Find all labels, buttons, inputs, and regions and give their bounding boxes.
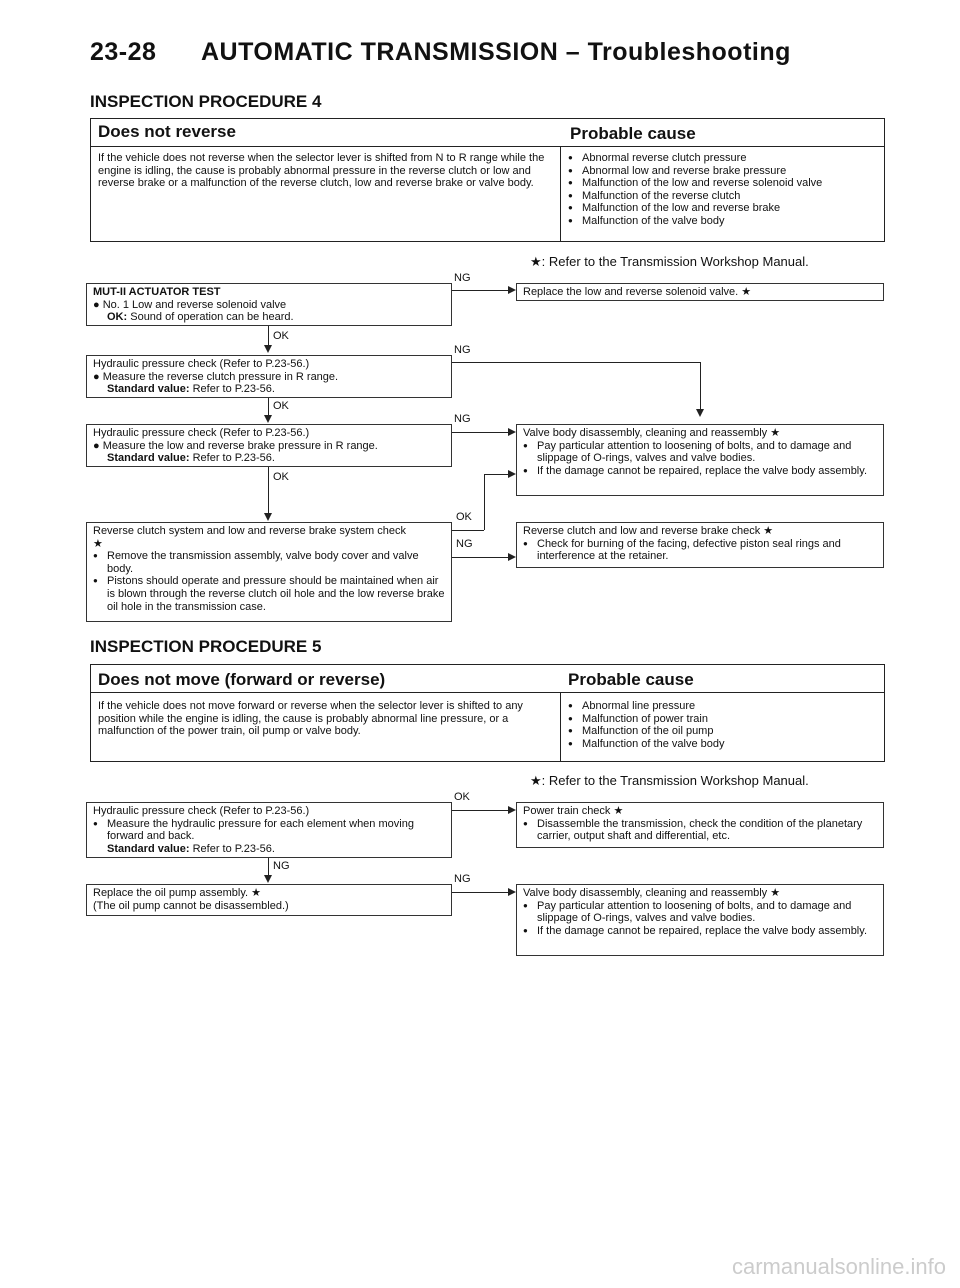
connector [484, 474, 485, 530]
cause-item: ● Abnormal reverse clutch pressure [568, 152, 878, 165]
result-title: Valve body disassembly, cleaning and reassembly ★ [523, 887, 781, 899]
connector [452, 362, 700, 363]
cause-item: ● Malfunction of the low and reverse solenoid valve [568, 177, 878, 190]
result-item: ● Pay particular attention to loosening of bolts, and to damage and slippage of O-rings, valves and valve bodies. [523, 900, 877, 925]
step-title: Reverse clutch system and low and reverse brake system check [93, 525, 407, 537]
symptom-text: If the vehicle does not move forward or reverse when the selector lever is shifted to any position while the engine is idling, the cause is probably abnormal line pressure, or a malfunction of the power train, oil pump or valve body. [98, 700, 523, 738]
arrow-down-icon [264, 875, 272, 883]
connector [452, 290, 508, 291]
result-title: Power train check ★ [523, 805, 624, 817]
cause-item: ● Malfunction of power train [568, 713, 878, 726]
star-icon: ★ [93, 537, 103, 550]
connector [452, 432, 508, 433]
symptom-title: Does not move (forward or reverse) [98, 670, 386, 689]
ok-label: OK [273, 330, 289, 342]
connector [484, 474, 508, 475]
ng-label: NG [454, 272, 471, 284]
ok-label: OK [273, 471, 289, 483]
flow-step-system-check [86, 522, 452, 622]
result-title: Valve body disassembly, cleaning and reassembly ★ [523, 427, 781, 439]
step-item: ● Remove the transmission assembly, valve body cover and valve body. [93, 550, 445, 575]
step-title: Hydraulic pressure check (Refer to P.23-56.) [93, 427, 310, 439]
flow-result-valve-body [516, 884, 884, 956]
flow-step-hydraulic-pressure [86, 802, 452, 858]
standard-value-label: Standard value: [107, 383, 190, 396]
arrow-down-icon [264, 415, 272, 423]
cause-item: ● Malfunction of the oil pump [568, 725, 878, 738]
cause-item: ● Malfunction of the reverse clutch [568, 190, 878, 203]
cause-title: Probable cause [570, 124, 696, 143]
table-divider [90, 146, 885, 147]
connector [452, 557, 508, 558]
cause-list [568, 152, 878, 228]
step-item: ● Measure the hydraulic pressure for each element when moving forward and back. [93, 818, 445, 843]
result-item: ● Disassemble the transmission, check the condition of the planetary carrier, output shaft and differential, etc. [523, 818, 877, 843]
step-title: Hydraulic pressure check (Refer to P.23-56.) [93, 805, 310, 817]
arrow-right-icon [508, 888, 516, 896]
ng-label: NG [273, 860, 290, 872]
flow-step-actuator-test: MUT-II ACTUATOR TEST ● No. 1 Low and reverse solenoid valve OK: Sound of operation can be heard. [86, 283, 452, 326]
table-column-divider [560, 692, 561, 762]
flow-result-replace-solenoid [516, 283, 884, 301]
arrow-right-icon [508, 553, 516, 561]
cause-item: ● Malfunction of the valve body [568, 738, 878, 751]
ok-criteria: Sound of operation can be heard. [130, 311, 294, 324]
connector [452, 810, 508, 811]
connector [268, 398, 269, 416]
symptom-title: Does not reverse [98, 122, 236, 141]
arrow-right-icon [508, 428, 516, 436]
flow-result-clutch-brake-check [516, 522, 884, 568]
arrow-right-icon [508, 470, 516, 478]
page-header [90, 38, 791, 67]
ok-label: OK [273, 400, 289, 412]
ng-label: NG [454, 873, 471, 885]
result-item: ● If the damage cannot be repaired, replace the valve body assembly. [523, 925, 877, 938]
connector [452, 892, 508, 893]
procedure-5-title: INSPECTION PROCEDURE 5 [90, 637, 322, 656]
cause-item: ● Abnormal low and reverse brake pressure [568, 165, 878, 178]
table-divider [90, 692, 885, 693]
ok-label: OK [454, 791, 470, 803]
reference-note: ★: Refer to the Transmission Workshop Manual. [530, 773, 809, 788]
arrow-down-icon [264, 345, 272, 353]
step-item: No. 1 Low and reverse solenoid valve [102, 298, 287, 311]
connector [268, 326, 269, 346]
standard-value-label: Standard value: [107, 452, 190, 465]
symptom-text: If the vehicle does not reverse when the selector lever is shifted from N to R range while the engine is idling, the cause is probably abnormal pressure in the reverse clutch or low and reverse brake or a malfunction of the reverse clutch, low and reverse brake or valve body. [98, 152, 545, 190]
reference-note: ★: Refer to the Transmission Workshop Manual. [530, 254, 809, 269]
flow-step-reverse-clutch-pressure: Hydraulic pressure check (Refer to P.23-56.) ● Measure the reverse clutch pressure in R range. Standard value: Refer to P.23-56. [86, 355, 452, 398]
flow-result-power-train [516, 802, 884, 848]
page-number: 23-28 [90, 38, 157, 66]
flow-result-valve-body [516, 424, 884, 496]
cause-item: ● Abnormal line pressure [568, 700, 878, 713]
result-item: ● Check for burning of the facing, defective piston seal rings and interference at the retainer. [523, 538, 877, 563]
ng-label: NG [454, 413, 471, 425]
connector [452, 530, 484, 531]
ng-label: NG [454, 344, 471, 356]
result-title: Reverse clutch and low and reverse brake check ★ [523, 525, 774, 537]
cause-item: ● Malfunction of the low and reverse brake [568, 202, 878, 215]
connector [700, 362, 701, 410]
flow-step-low-reverse-brake-pressure: Hydraulic pressure check (Refer to P.23-56.) ● Measure the low and reverse brake pressure in R range. Standard value: Refer to P.23-56. [86, 424, 452, 467]
connector [268, 467, 269, 515]
ok-label: OK [456, 511, 472, 523]
cause-item: ● Malfunction of the valve body [568, 215, 878, 228]
standard-value: Refer to P.23-56. [192, 452, 275, 465]
ng-label: NG [456, 538, 473, 550]
result-text: Replace the low and reverse solenoid valve. ★ [523, 286, 752, 298]
watermark: carmanualsonline.info [731, 1254, 946, 1279]
step-title: MUT-II ACTUATOR TEST [93, 286, 221, 298]
result-item: ● Pay particular attention to loosening of bolts, and to damage and slippage of O-rings, valves and valve bodies. [523, 440, 877, 465]
procedure-4-title: INSPECTION PROCEDURE 4 [90, 92, 322, 111]
arrow-down-icon [696, 409, 704, 417]
step-title: Hydraulic pressure check (Refer to P.23-56.) [93, 358, 310, 370]
result-item: ● If the damage cannot be repaired, replace the valve body assembly. [523, 465, 877, 478]
standard-value: Refer to P.23-56. [192, 842, 275, 855]
arrow-right-icon [508, 806, 516, 814]
table-column-divider [560, 146, 561, 242]
page-title: AUTOMATIC TRANSMISSION – Troubleshooting [200, 38, 791, 66]
step-item: Measure the reverse clutch pressure in R range. [102, 370, 339, 383]
connector [268, 858, 269, 876]
step-item: ● Pistons should operate and pressure should be maintained when air is blown through the reverse clutch oil hole and the low reverse brake oil hole in the transmission case. [93, 575, 445, 613]
cause-list [568, 700, 878, 750]
flow-step-replace-oil-pump [86, 884, 452, 916]
step-subtext: (The oil pump cannot be disassembled.) [93, 899, 289, 912]
arrow-down-icon [264, 513, 272, 521]
standard-value-label: Standard value: [107, 842, 190, 855]
ok-criteria-label: OK: [107, 311, 128, 324]
step-item: Measure the low and reverse brake pressure in R range. [102, 439, 378, 452]
standard-value: Refer to P.23-56. [192, 383, 275, 396]
arrow-right-icon [508, 286, 516, 294]
cause-title: Probable cause [568, 670, 694, 689]
step-title: Replace the oil pump assembly. ★ [93, 887, 262, 899]
